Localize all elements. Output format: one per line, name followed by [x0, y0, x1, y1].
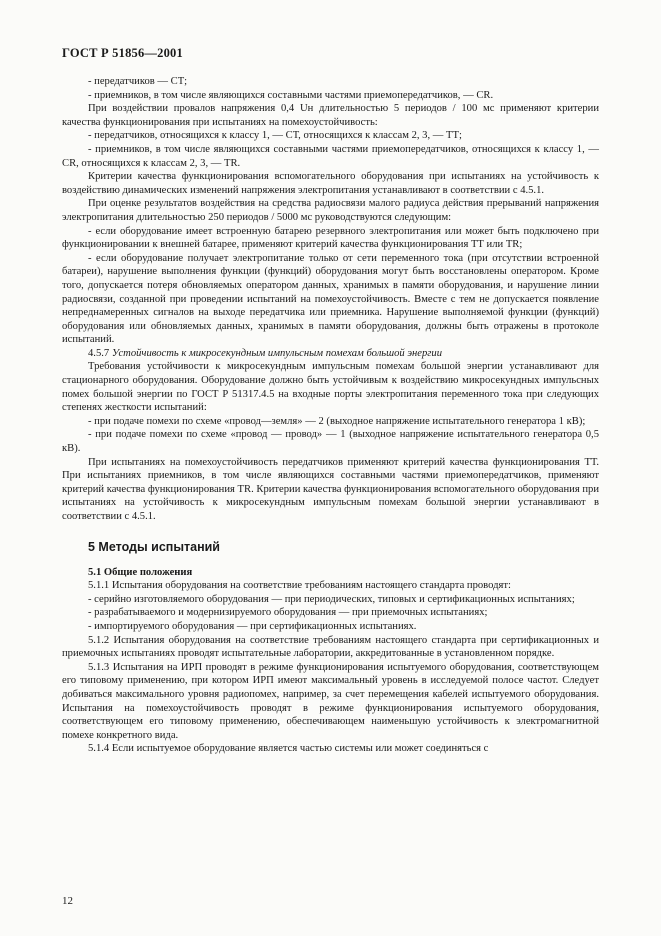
paragraph: - при подаче помехи по схеме «провод — провод» — 1 (выходное напряжение испытательного генератора 0,5 кВ). — [62, 429, 599, 455]
paragraph: - импортируемого оборудования — при сертификационных испытаниях. — [88, 620, 417, 632]
subsection-title: 5.1 Общие положения — [88, 566, 193, 578]
document-header: ГОСТ Р 51856—2001 — [62, 46, 183, 60]
clause-number: 4.5.7 — [88, 347, 110, 359]
paragraph: - серийно изготовляемого оборудования — при периодических, типовых и сертификационных испытаниях; — [88, 593, 575, 605]
section-title: 5 Методы испытаний — [88, 539, 220, 554]
paragraph: 5.1.3 Испытания на ИРП проводят в режиме функционирования испытуемого оборудования, соответствующем его типовому применению, при котором ИРП имеют максимальный уровень в исследуемой полосе частот. Следует добиваться максимального уровня радиопомех, например, за счет перемещения кабелей испытуемого оборудования. Испытания на помехоустойчивость проводят в режиме функционирования испытуемого оборудования, соответствующем его типовому применению, обеспечивающем наименьшую устойчивость к электромагнитной помехе конкретного вида. — [62, 661, 599, 741]
paragraph: При испытаниях на помехоустойчивость передатчиков применяют критерий качества функционирования ТТ. При испытаниях приемников, в том числе являющихся составными частями приемопередатчиков, применяют критерий качества функционирования TR. Критерии качества функционирования вспомогательного оборудования при испытаниях на устойчивость к микросекундным импульсным помехам большой энергии устанавливают в соответствии с 4.5.1. — [62, 456, 599, 522]
paragraph: - если оборудование имеет встроенную батарею резервного электропитания или может быть подключено при функционировании к внешней батарее, применяют критерий качества функционирования ТТ или TR; — [62, 225, 599, 251]
paragraph: 5.1.2 Испытания оборудования на соответствие требованиям настоящего стандарта при сертификационных и приемочных испытаниях проводят испытательные лаборатории, аккредитованные в установленном порядке. — [62, 634, 599, 660]
clause-heading — [62, 347, 599, 361]
paragraph: - при подаче помехи по схеме «провод—земля» — 2 (выходное напряжение испытательного генератора 1 кВ); — [88, 415, 586, 427]
paragraph: 5.1.4 Если испытуемое оборудование является частью системы или может соединяться с — [88, 743, 489, 755]
clause-title: Устойчивость к микросекундным импульсным помехам большой энергии — [111, 347, 443, 359]
paragraph: Критерии качества функционирования вспомогательного оборудования при испытаниях на устойчивость к воздействию динамических изменений напряжения электропитания устанавливают в соответствии с 4.5.1. — [62, 171, 599, 196]
paragraph: При воздействии провалов напряжения 0,4 Uн длительностью 5 периодов / 100 мс применяют критерии качества функционирования при испытаниях на помехоустойчивость: — [62, 103, 599, 128]
paragraph: - передатчиков — СТ; — [88, 76, 188, 87]
document-body — [62, 75, 599, 756]
paragraph: - передатчиков, относящихся к классу 1, — СТ, относящихся к классам 2, 3, — ТТ; — [88, 130, 462, 142]
paragraph: - приемников, в том числе являющихся составными частями приемопередатчиков, относящихся к классу 1, — CR, относящихся к классам 2, 3, — TR. — [62, 143, 599, 169]
paragraph: При оценке результатов воздействия на средства радиосвязи малого радиуса действия прерываний напряжения электропитания длительностью 250 периодов / 5000 мс руководствуются следующим: — [62, 198, 599, 223]
paragraph: Требования устойчивости к микросекундным импульсным помехам большой энергии устанавливают для стационарного оборудования. Оборудование должно быть устойчивым к воздействию микросекундных импульсных помех большой энергии по ГОСТ Р 51317.4.5 на входные порты электропитания переменного тока при следующих степенях жесткости испытаний: — [62, 361, 599, 414]
page-number: 12 — [62, 895, 73, 907]
paragraph: - разрабатываемого и модернизируемого оборудования — при приемочных испытаниях; — [88, 607, 488, 619]
paragraph: - если оборудование получает электропитание только от сети переменного тока (при отсутствии встроенной батареи), нарушение выполнения функции (функций) оборудования могут быть восстановлены оператором. Кроме того, допускается потеря обновляемых оператором данных, хранимых в памяти оборудования, и нарушение линии радиосвязи, созданной при проведении испытаний на помехоустойчивость. Вместе с тем не допускается появление непреднамеренных сигналов на выходе передатчика или приемника. Нарушение выполняемой функции (функций) оборудования или обновляемых данных, хранимых в памяти оборудования, должны быть отражены в протоколе испытаний. — [62, 252, 599, 346]
paragraph: - приемников, в том числе являющихся составными частями приемопередатчиков, — CR. — [88, 89, 494, 101]
paragraph: 5.1.1 Испытания оборудования на соответствие требованиям настоящего стандарта проводят: — [88, 580, 511, 592]
